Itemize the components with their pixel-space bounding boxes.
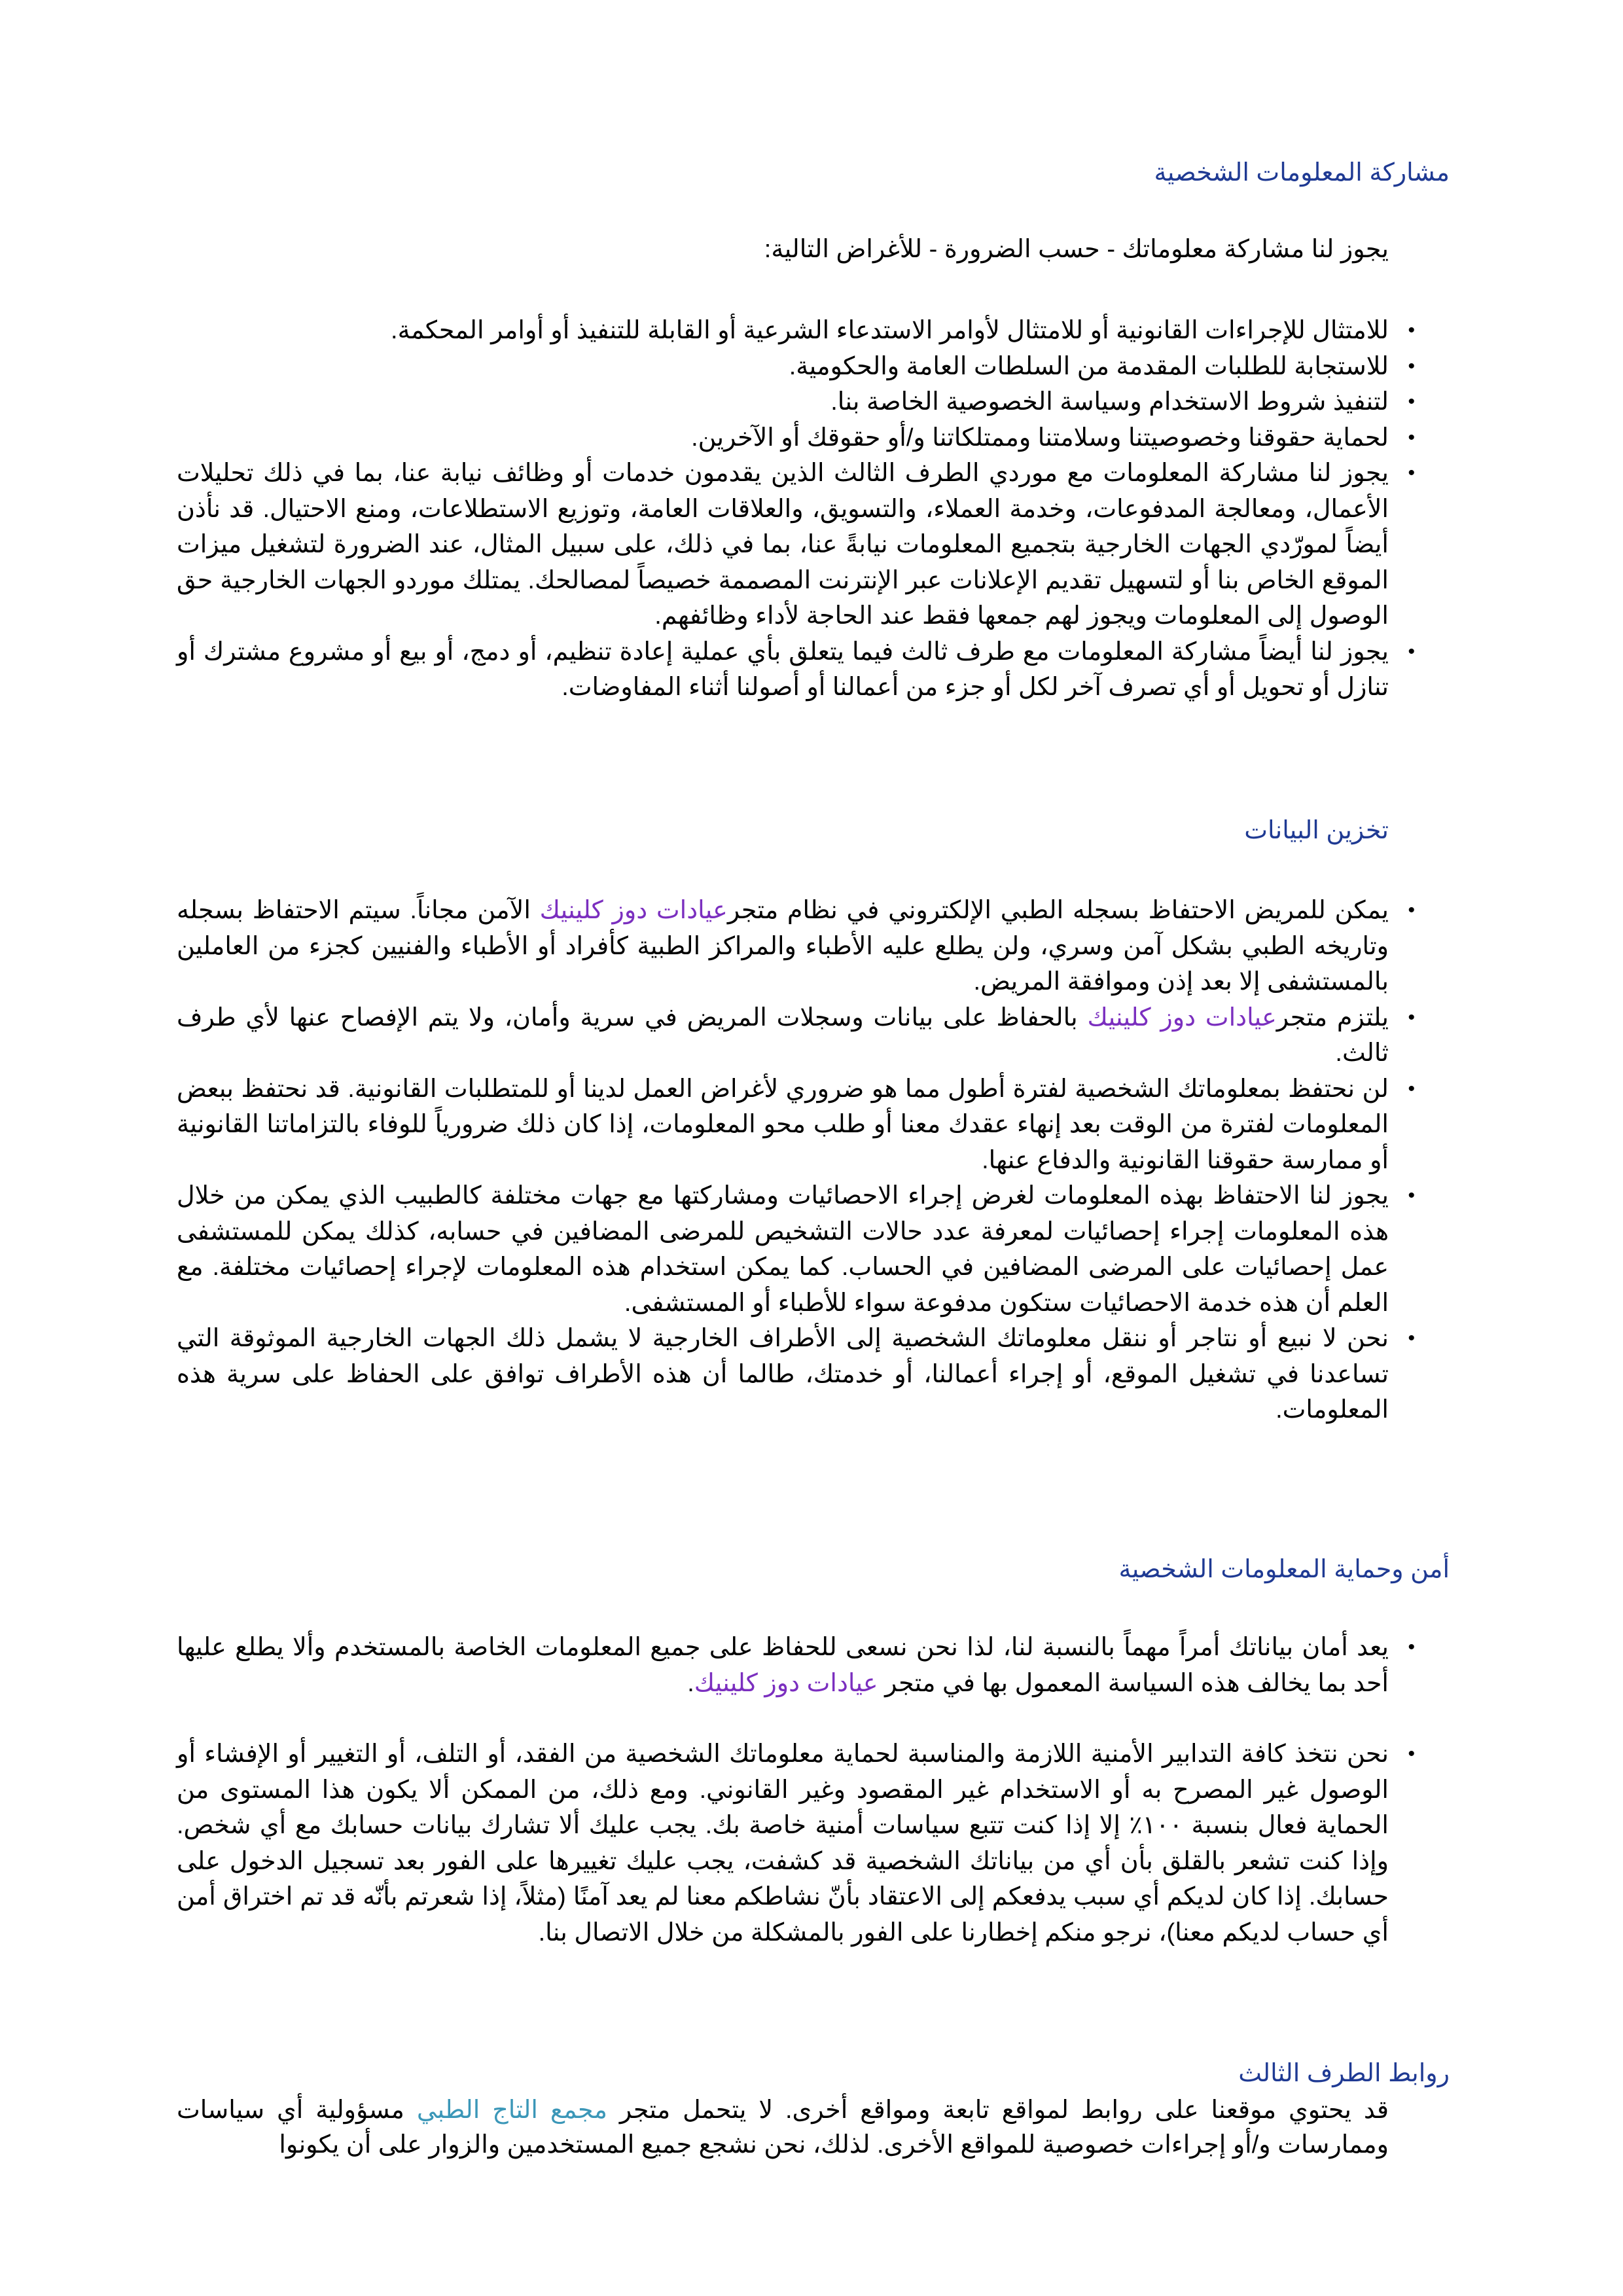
sharing-list [177,313,1389,706]
list-item: • نحن لا نبيع أو نتاجر أو ننقل معلوماتك الشخصية إلى الأطراف الخارجية لا يشمل ذلك الجهات الخارجية الموثوقة التي تساعدنا في تشغيل الموقع، أو إجراء أعمالنا، أو خدمتك، طالما أن هذه الأطراف توافق على الحفاظ على سرية هذه المعلومات. [177,1321,1389,1428]
sharing-intro: يجوز لنا مشاركة معلوماتك - حسب الضرورة - للأغراض التالية: [764,236,1389,263]
list-item: • لن نحتفظ بمعلوماتك الشخصية لفترة أطول مما هو ضروري لأغراض العمل لدينا أو للمتطلبات القانونية. قد نحتفظ ببعض المعلومات لفترة من الوقت بعد إنهاء عقدك معنا أو طلب محو المعلومات، إذا كان ذلك ضرورياً للوفاء بالتزاماتنا القانونية أو ممارسة حقوقنا القانونية والدفاع عنها. [177,1071,1389,1179]
security-list [177,1630,1389,1950]
section-title-sharing: مشاركة المعلومات الشخصية [1154,159,1450,187]
third-party-text-a: قد يحتوي موقعنا على روابط لمواقع تابعة ومواقع أخرى. لا يتحمل متجر [619,2096,1389,2124]
list-item: • للاستجابة للطلبات المقدمة من السلطات العامة والحكومية. [177,349,1389,385]
storage-item-1-b: الآمن مجاناً. سيتم الاحتفاظ بسجله وتاريخه الطبي بشكل آمن وسري، ولن يطلع عليه الأطباء والمراكز الطبية كأفراد أو الأطباء والفنيين كجزء من العاملين بالمستشفى إلا بعد إذن وموافقة المريض. [177,897,1389,996]
storage-item-2-b: بالحفاظ على بيانات وسجلات المريض في سرية وأمان، ولا يتم الإفصاح عنها لأي طرف ثالث. [177,1003,1389,1067]
brand-name: مجمع التاج الطبي [416,2096,607,2124]
list-item: • لتنفيذ شروط الاستخدام وسياسة الخصوصية الخاصة بنا. [177,384,1389,420]
storage-list [177,893,1389,1428]
list-item: • للامتثال للإجراءات القانونية أو للامتثال لأوامر الاستدعاء الشرعية أو القابلة للتنفيذ أو أوامر المحكمة. [177,313,1389,349]
list-item: • لحماية حقوقنا وخصوصيتنا وسلامتنا وممتلكاتنا و/أو حقوقك أو الآخرين. [177,420,1389,456]
list-item [177,1000,1389,1071]
third-party-text-b: مسؤولية أي سياسات وممارسات و/أو إجراءات خصوصية للمواقع الأخرى. لذلك، نحن نشجع جميع المستخدمين والزوار على أن يكونوا [177,2096,1389,2159]
storage-item-2-a: يلتزم متجر [1276,1003,1389,1031]
list-item [177,893,1389,1000]
list-item: • يعد أمان بياناتك أمراً مهماً بالنسبة لنا، لذا نحن نسعى للحفاظ على جميع المعلومات الخاصة بالمستخدم وألا يطلع عليها أحد بما يخالف هذه السياسة المعمول بها في متجر عيادات دوز كلينيك. [177,1630,1389,1701]
clinic-name: عيادات دوز كلينيك [1087,1003,1277,1031]
list-item: • يجوز لنا أيضاً مشاركة المعلومات مع طرف ثالث فيما يتعلق بأي عملية إعادة تنظيم، أو دمج، أو بيع أو مشروع مشترك أو تنازل أو تحويل أو أي تصرف آخر لكل أو جزء من أعمالنا أو أصولنا أثناء المفاوضات. [177,634,1389,706]
section-title-storage: تخزين البيانات [1244,817,1389,844]
security-item-1-text: يعد أمان بياناتك أمراً مهماً بالنسبة لنا، لذا نحن نسعى للحفاظ على جميع المعلومات الخاصة بالمستخدم وألا يطلع عليها أحد بما يخالف هذه السياسة المعمول بها في متجر [177,1634,1389,1697]
list-item: • يجوز لنا الاحتفاظ بهذه المعلومات لغرض إجراء الاحصائيات ومشاركتها مع جهات مختلفة كالطبيب الذي يمكن من خلال هذه المعلومات إجراء إحصائيات لمعرفة عدد حالات التشخيص للمرضى المضافين في حسابه، كذلك يمكن للمستشفى عمل إحصائيات على المرضى المضافين في الحساب. كما يمكن استخدام هذه المعلومات لإجراء إحصائيات مختلفة. مع العلم أن هذه خدمة الاحصائيات ستكون مدفوعة سواء للأطباء أو المستشفى. [177,1178,1389,1321]
clinic-name: عيادات دوز كلينيك [694,1669,878,1697]
storage-item-1-a: يمكن للمريض الاحتفاظ بسجله الطبي الإلكتروني في نظام متجر [727,897,1389,924]
list-item: • نحن نتخذ كافة التدابير الأمنية اللازمة والمناسبة لحماية معلوماتك الشخصية من الفقد، أو التلف، أو التغيير أو الإفشاء أو الوصول غير المصرح به أو الاستخدام غير المقصود وغير القانوني. ومع ذلك، من الممكن ألا يكون هذا المستوى من الحماية فعال بنسبة ١٠٠٪ إلا إذا كنت تتبع سياسات أمنية خاصة بك. يجب عليك ألا تشارك بيانات حسابك مع أي شخص. وإذا كنت تشعر بالقلق بأن أي من بياناتك الشخصية قد كشفت، يجب عليك تغييرها على الفور بعد تسجيل الدخول على حسابك. إذا كان لديكم أي سبب يدفعكم إلى الاعتقاد بأنّ نشاطكم معنا لم يعد آمنًا (مثلاً، إذا شعرتم بأنّه قد تم اختراق أمن أي حساب لديكم معنا)، نرجو منكم إخطارنا على الفور بالمشكلة من خلال الاتصال بنا. [177,1736,1389,1950]
third-party-paragraph [177,2093,1389,2162]
clinic-name: عيادات دوز كلينيك [539,897,728,924]
section-title-security: أمن وحماية المعلومات الشخصية [1118,1556,1450,1583]
section-title-third-party: روابط الطرف الثالث [1238,2060,1450,2087]
list-item: • يجوز لنا مشاركة المعلومات مع موردي الطرف الثالث الذين يقدمون خدمات أو وظائف نيابة عنا، بما في ذلك تحليلات الأعمال، ومعالجة المدفوعات، وخدمة العملاء، والتسويق، والعلاقات العامة، وتوزيع الاستطلاعات، ومنع الاحتيال. قد نأذن أيضاً لمورّدي الجهات الخارجية بتجميع المعلومات نيابةً عنا، بما في ذلك، على سبيل المثال، عند الضرورة لتشغيل ميزات الموقع الخاص بنا أو لتسهيل تقديم الإعلانات عبر الإنترنت المصممة خصيصاً لمصالحك. يمتلك موردو الجهات الخارجية حق الوصول إلى المعلومات ويجوز لهم جمعها فقط عند الحاجة لأداء وظائفهم. [177,456,1389,634]
